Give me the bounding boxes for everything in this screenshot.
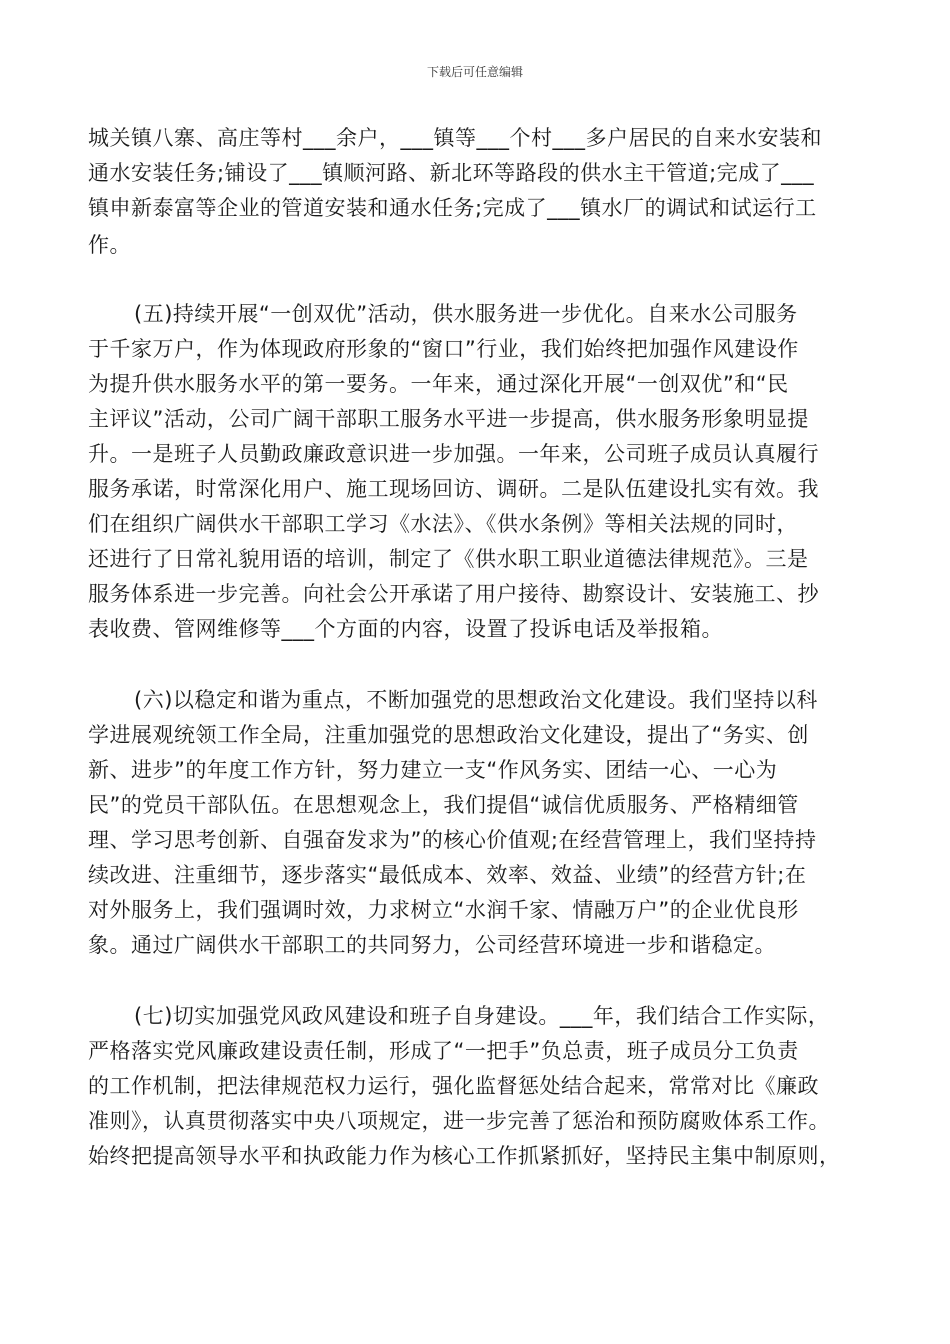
text-line: 服务承诺，时常深化用户、施工现场回访、调研。二是队伍建设扎实有效。我 [88, 477, 819, 501]
text-line: 升。一是班子人员勤政廉政意识进一步加强。一年来，公司班子成员认真履行 [88, 442, 819, 466]
text-line: 的工作机制，把法律规范权力运行，强化监督惩处结合起来，常常对比《廉政 [88, 1074, 819, 1098]
text-line: 民”的党员干部队伍。在思想观念上，我们提倡“诚信优质服务、严格精细管 [88, 793, 799, 817]
text-line: 镇申新泰富等企业的管道安装和通水任务;完成了___镇水厂的调试和试运行工 [88, 196, 817, 220]
text-line: 于千家万户，作为体现政府形象的“窗口”行业，我们始终把加强作风建设作 [88, 337, 799, 361]
text-line: 还进行了日常礼貌用语的培训，制定了《供水职工职业道德法律规范》。三是 [88, 547, 809, 571]
text-line: 服务体系进一步完善。向社会公开承诺了用户接待、勘察设计、安装施工、抄 [88, 582, 819, 606]
paragraph-7-first-line: (七)切实加强党风政风建设和班子自身建设。___年，我们结合工作实际， [134, 1004, 830, 1028]
text-line: 续改进、注重细节，逐步落实“最低成本、效率、效益、业绩”的经营方针;在 [88, 863, 807, 887]
text-line: 城关镇八寨、高庄等村___余户，___镇等___个村___多户居民的自来水安装和 [88, 126, 822, 150]
text-line: 为提升供水服务水平的第一要务。一年来，通过深化开展“一创双优”和“民 [88, 372, 789, 396]
page-header: 下载后可任意编辑 [426, 65, 523, 79]
text-line: 象。通过广阔供水干部职工的共同努力，公司经营环境进一步和谐稳定。 [88, 933, 776, 957]
text-line: 理、学习思考创新、自强奋发求为”的核心价值观;在经营管理上，我们坚持持 [88, 828, 817, 852]
text-line: 通水安装任务;铺设了___镇顺河路、新北环等路段的供水主干管道;完成了___ [88, 161, 815, 185]
paragraph-5-first-line: (五)持续开展“一创双优”活动，供水服务进一步优化。自来水公司服务 [134, 302, 798, 326]
text-line: 作。 [88, 233, 131, 257]
text-line: 新、进步”的年度工作方针，努力建立一支“作风务实、团结一心、一心为 [88, 758, 778, 782]
paragraph-6-first-line: (六)以稳定和谐为重点，不断加强党的思想政治文化建设。我们坚持以科 [134, 688, 818, 712]
text-line: 对外服务上，我们强调时效，力求树立“水润千家、情融万户”的企业优良形 [88, 898, 799, 922]
text-line: 始终把提高领导水平和执政能力作为核心工作抓紧抓好，坚持民主集中制原则， [88, 1144, 841, 1168]
text-line: 主评议”活动，公司广阔干部职工服务水平进一步提高，供水服务形象明显提 [88, 407, 809, 431]
text-line: 们在组织广阔供水干部职工学习《水法》、《供水条例》等相关法规的同时， [88, 512, 798, 536]
text-line: 学进展观统领工作全局，注重加强党的思想政治文化建设，提出了“务实、创 [88, 723, 809, 747]
text-line: 严格落实党风廉政建设责任制，形成了“一把手”负总责，班子成员分工负责 [88, 1039, 799, 1063]
text-line: 表收费、管网维修等___个方面的内容，设置了投诉电话及举报箱。 [88, 617, 723, 641]
text-line: 准则》，认真贯彻落实中央八项规定，进一步完善了惩治和预防腐败体系工作。 [88, 1109, 830, 1133]
